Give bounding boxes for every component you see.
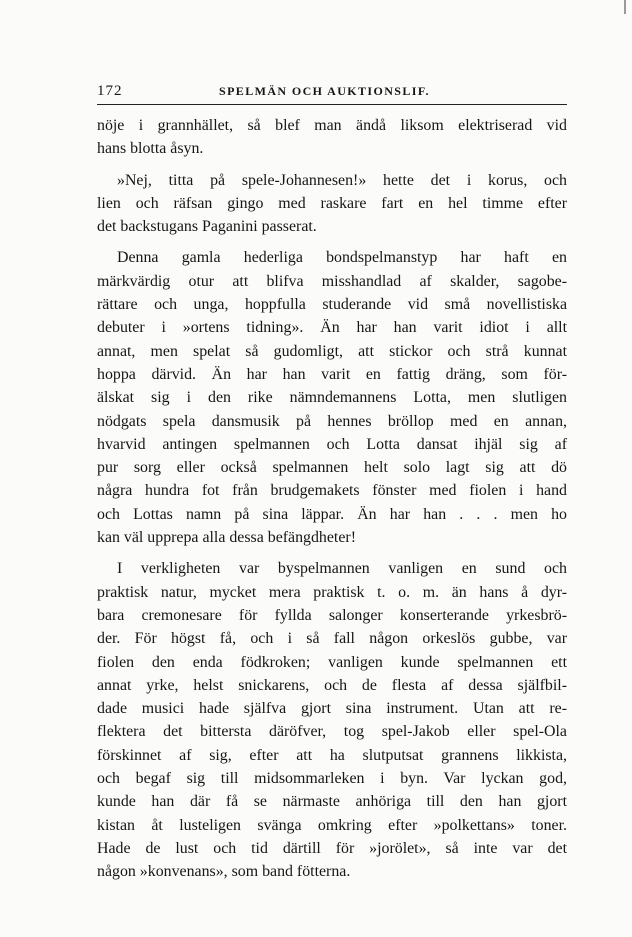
text-line: älskat sig i den rike nämndemannens Lotta, men slutligen bbox=[97, 389, 567, 407]
text-line: debuter i »ortens tidning». Än har han varit idiot i allt bbox=[97, 319, 567, 337]
text-line: Hade de lust och tid därtill för »jorölet», så inte var det bbox=[97, 839, 567, 857]
text-line: pur sorg eller också spelmannen helt solo lagt sig att dö bbox=[97, 459, 567, 477]
text-line: lien och räfsan gingo med raskare fart en hel timme efter bbox=[97, 194, 567, 212]
text-line: fiolen den enda födkroken; vanligen kunde spelmannen ett bbox=[97, 653, 567, 671]
text-line: och begaf sig till midsommarleken i byn. Var lyckan god, bbox=[97, 770, 567, 788]
text-line: kunde han där få se närmaste anhöriga till den han gjort bbox=[97, 793, 567, 811]
text-line: Denna gamla hederliga bondspelmanstyp har haft en bbox=[117, 249, 567, 267]
text-line: »Nej, titta på spele-Johannesen!» hette det i korus, och bbox=[117, 171, 567, 189]
paragraph bbox=[97, 114, 567, 161]
body-text bbox=[97, 114, 567, 892]
text-line: bara cremonesare för fyllda salonger konserterande yrkesbrö- bbox=[97, 606, 567, 624]
text-line: det backstugans Paganini passerat. bbox=[97, 218, 317, 236]
text-line: någon »konvenans», som band fötterna. bbox=[97, 863, 351, 881]
text-line: kistan åt lusteligen svänga omkring efter »polkettans» toner. bbox=[97, 816, 567, 834]
text-line: hans blotta åsyn. bbox=[97, 140, 204, 158]
paragraph bbox=[97, 169, 567, 239]
text-line: nödgats spela dansmusik på hennes bröllop med en annan, bbox=[97, 412, 567, 430]
text-line: hvarvid antingen spelmannen och Lotta dansat ihjäl sig af bbox=[97, 435, 567, 453]
text-line: förskinnet af sig, efter att ha slutputsat grannens likkista, bbox=[97, 746, 567, 764]
running-head: SPELMÄN OCH AUKTIONSLIF. bbox=[219, 84, 430, 98]
paragraph bbox=[97, 557, 567, 883]
text-line: I verkligheten var byspelmannen vanligen en sund och bbox=[117, 560, 567, 578]
page-header bbox=[97, 83, 567, 101]
text-line: dade musici hade själfva gjort sina instrument. Utan att re- bbox=[97, 700, 567, 718]
text-line: praktisk natur, mycket mera praktisk t. o. m. än hans å dyr- bbox=[97, 583, 567, 601]
page-number: 172 bbox=[97, 83, 123, 99]
scan-edge-mark bbox=[624, 0, 626, 14]
text-line: hoppa därvid. Än har han varit en fattig dräng, som för- bbox=[97, 365, 567, 383]
text-line: och Lottas namn på sina läppar. Än har han . . . men ho bbox=[97, 505, 567, 523]
text-line: märkvärdig otur att blifva misshandlad af skalder, sagobe- bbox=[97, 272, 567, 290]
text-line: annat, men spelat så gudomligt, att stickor och strå kunnat bbox=[97, 342, 567, 360]
text-line: nöje i grannhället, så blef man ändå liksom elektriserad vid bbox=[97, 117, 567, 134]
text-line: kan väl upprepa alla dessa befängdheter! bbox=[97, 529, 356, 547]
text-line: annat yrke, helst snickarens, och de flesta af dessa själfbil- bbox=[97, 676, 567, 694]
text-line: rättare och unga, hoppfulla studerande vid små novellistiska bbox=[97, 296, 567, 314]
header-rule bbox=[97, 104, 567, 105]
text-line: flektera det bittersta däröfver, tog spel-Jakob eller spel-Ola bbox=[97, 723, 567, 741]
text-line: några hundra fot från brudgemakets fönster med fiolen i hand bbox=[97, 482, 567, 500]
text-line: der. För högst få, och i så fall någon orkeslös gubbe, var bbox=[97, 630, 567, 648]
paragraph bbox=[97, 246, 567, 549]
